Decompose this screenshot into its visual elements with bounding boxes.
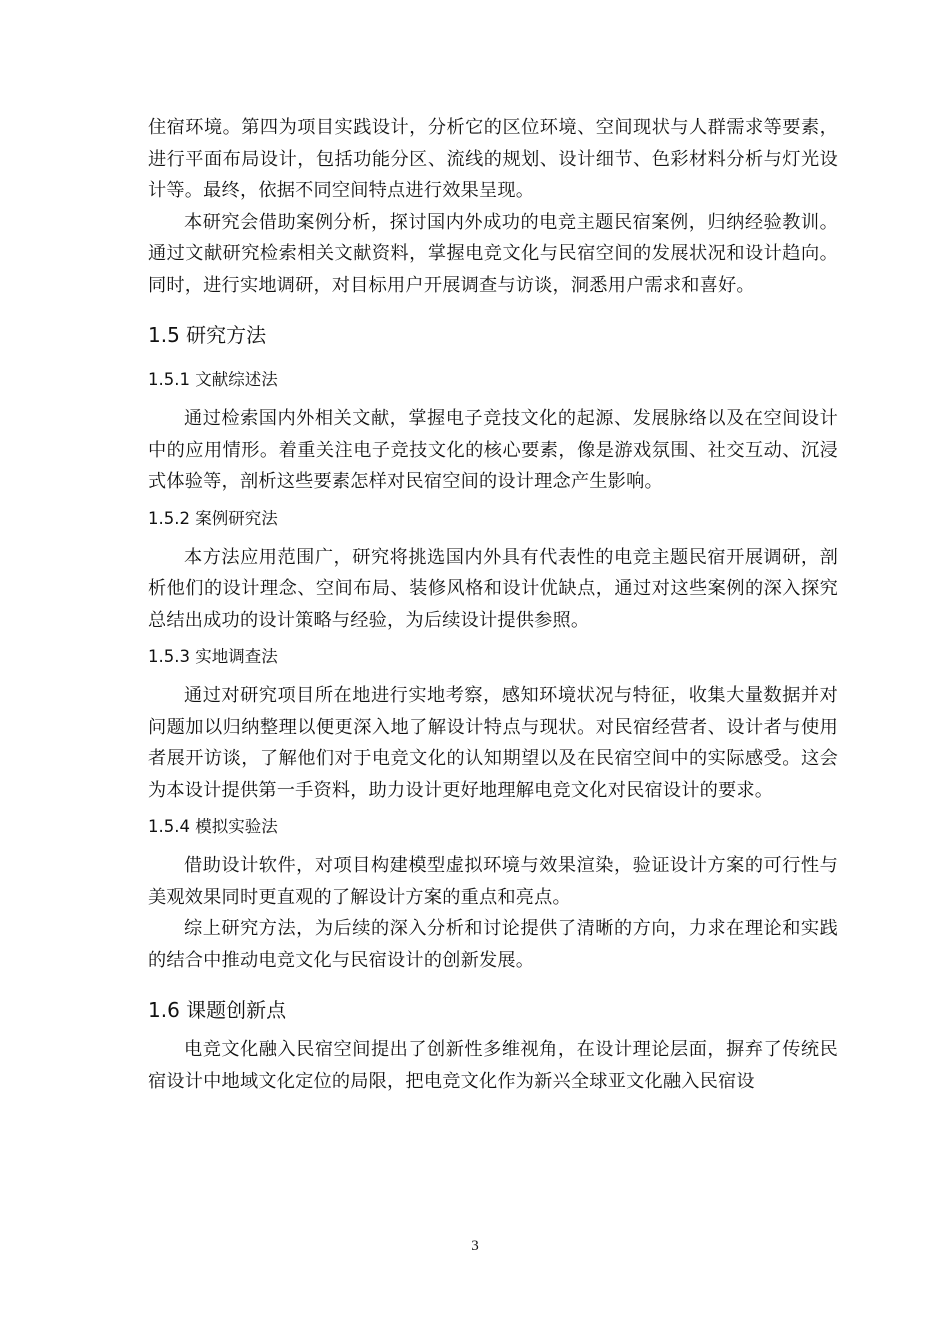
document-page: [148, 112, 838, 1097]
intro-paragraph-2: 本研究会借助案例分析，探讨国内外成功的电竞主题民宿案例，归纳经验教训。通过文献研究检索相关文献资料，掌握电竞文化与民宿空间的发展状况和设计趋向。同时，进行实地调研，对目标用户开展调查与访谈，洞悉用户需求和喜好。: [148, 211, 838, 296]
literature-review-paragraph: 通过检索国内外相关文献，掌握电子竞技文化的起源、发展脉络以及在空间设计中的应用情形。着重关注电子竞技文化的核心要素，像是游戏氛围、社交互动、沉浸式体验等，剖析这些要素怎样对民宿空间的设计理念产生影响。: [148, 408, 838, 492]
section-heading-innovation: 1.6 课题创新点: [148, 998, 287, 1022]
subsection-heading-literature-review: 1.5.1 文献综述法: [148, 370, 278, 389]
simulation-paragraph: 借助设计软件，对项目构建模型虚拟环境与效果渲染，验证设计方案的可行性与美观效果同时更直观的了解设计方案的重点和亮点。: [148, 855, 838, 908]
subsection-heading-simulation: 1.5.4 模拟实验法: [148, 817, 278, 836]
section-heading-research-methods: 1.5 研究方法: [148, 323, 267, 347]
subsection-heading-case-study: 1.5.2 案例研究法: [148, 508, 278, 528]
subsection-heading-field-survey: 1.5.3 实地调查法: [148, 647, 278, 666]
intro-paragraph-1: 住宿环境。第四为项目实践设计，分析它的区位环境、空间现状与人群需求等要素，进行平面布局设计，包括功能分区、流线的规划、设计细节、色彩材料分析与灯光设计等。最终，依据不同空间特点进行效果呈现。: [148, 117, 838, 201]
field-survey-paragraph: 通过对研究项目所在地进行实地考察，感知环境状况与特征，收集大量数据并对问题加以归纳整理以便更深入地了解设计特点与现状。对民宿经营者、设计者与使用者展开访谈，了解他们对于电竞文化的认知期望以及在民宿空间中的实际感受。这会为本设计提供第一手资料，助力设计更好地理解电竞文化对民宿设计的要求。: [148, 685, 838, 801]
case-study-paragraph: 本方法应用范围广，研究将挑选国内外具有代表性的电竞主题民宿开展调研，剖析他们的设计理念、空间布局、装修风格和设计优缺点，通过对这些案例的深入探究总结出成功的设计策略与经验，为后续设计提供参照。: [148, 546, 838, 631]
page-number: 3: [471, 1238, 479, 1254]
innovation-paragraph: 电竞文化融入民宿空间提出了创新性多维视角，在设计理论层面，摒弃了传统民宿设计中地域文化定位的局限，把电竞文化作为新兴全球亚文化融入民宿设: [148, 1039, 838, 1092]
methods-summary-paragraph: 综上研究方法，为后续的深入分析和讨论提供了清晰的方向，力求在理论和实践的结合中推动电竞文化与民宿设计的创新发展。: [148, 918, 838, 971]
